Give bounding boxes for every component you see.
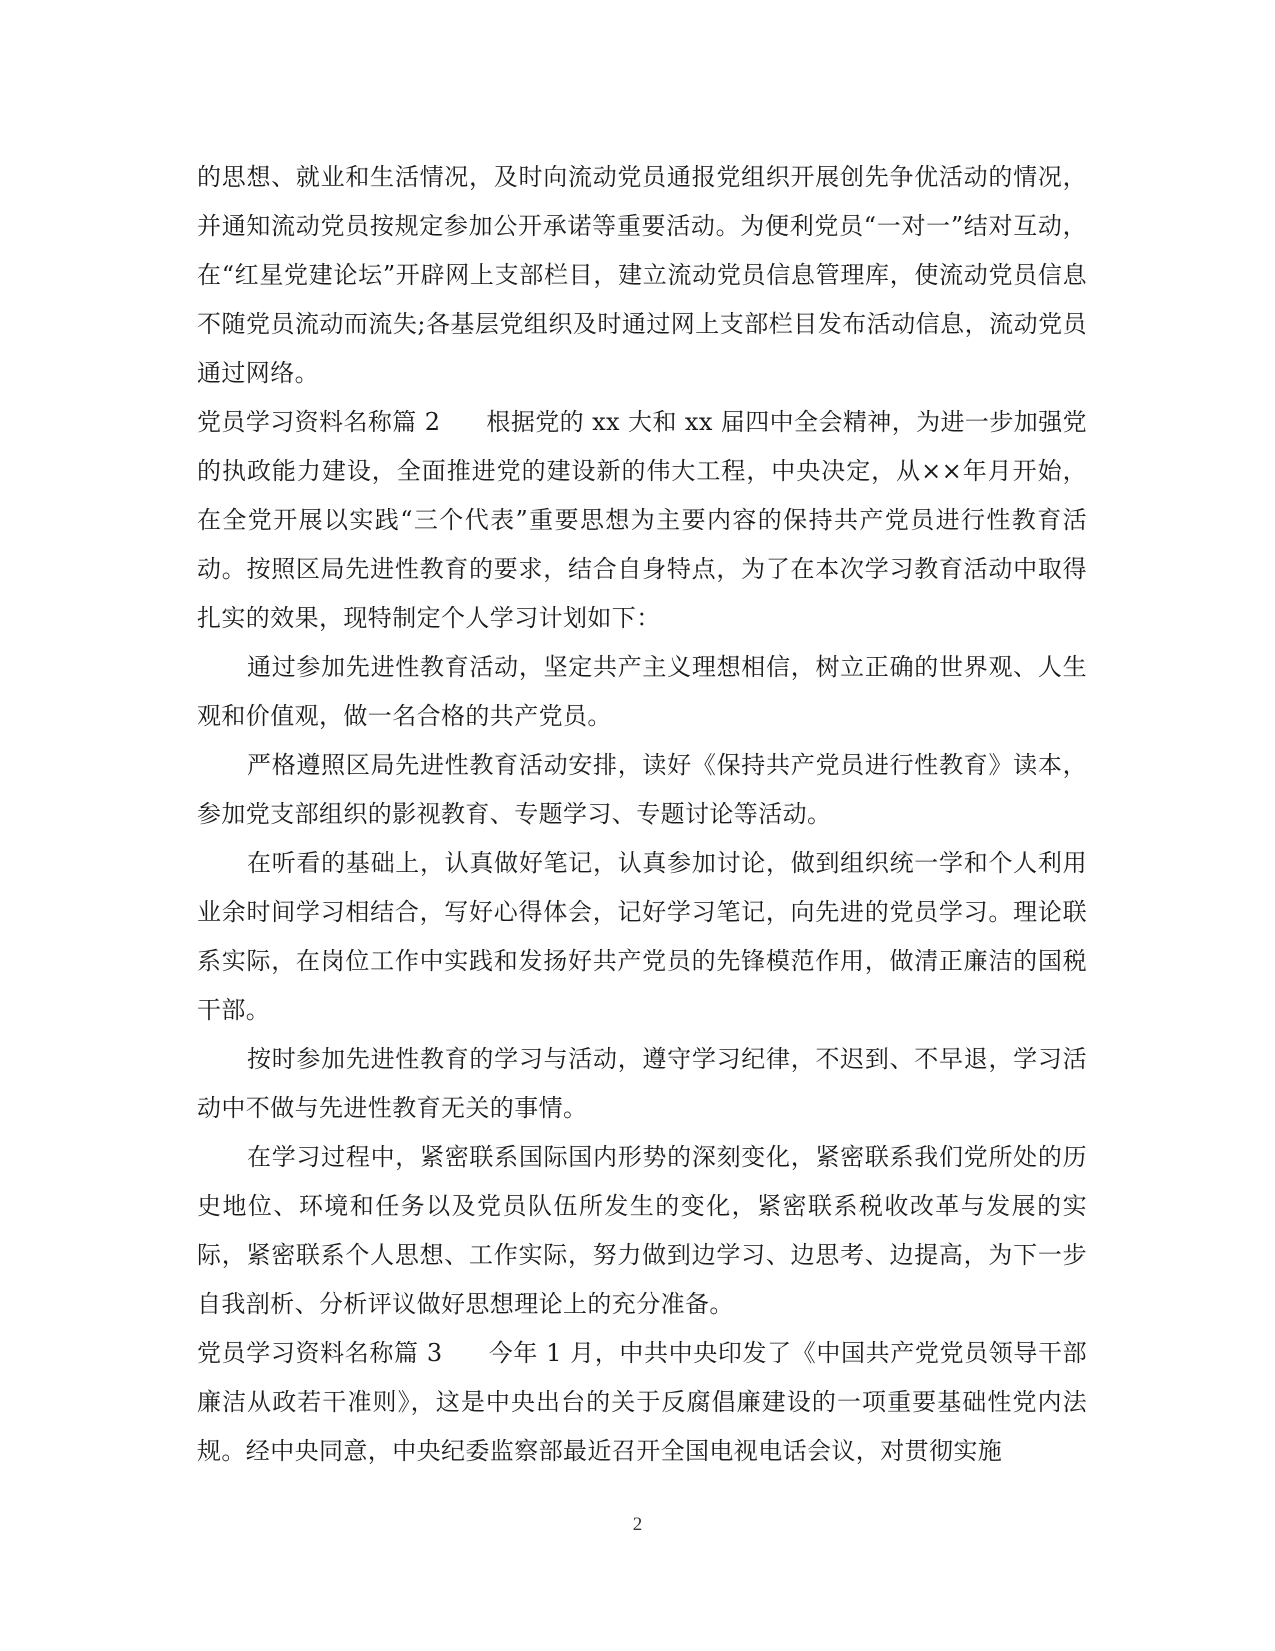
paragraph-8-text: 今年 1 月，中共中央印发了《中国共产党党员领导干部廉洁从政若干准则》，这是中央出台的关于反腐倡廉建设的一项重要基础性党内法规。经中央同意，中央纪委监察部最近召开全国电视电话会议，对贯彻实施 bbox=[197, 1339, 1087, 1465]
paragraph-5 bbox=[197, 839, 1087, 1035]
paragraph-6 bbox=[197, 1035, 1087, 1133]
paragraph-7 bbox=[197, 1133, 1087, 1329]
paragraph-5-text: 在听看的基础上，认真做好笔记，认真参加讨论，做到组织统一学和个人利用业余时间学习相结合，写好心得体会，记好学习笔记，向先进的党员学习。理论联系实际，在岗位工作中实践和发扬好共产党员的先锋模范作用，做清正廉洁的国税干部。 bbox=[197, 849, 1087, 1024]
paragraph-4 bbox=[197, 741, 1087, 839]
paragraph-2-text: 根据党的 xx 大和 xx 届四中全会精神，为进一步加强党的执政能力建设，全面推进党的建设新的伟大工程，中央决定，从××年月开始，在全党开展以实践“三个代表”重要思想为主要内容的保持共产党员进行性教育活动。按照区局先进性教育的要求，结合自身特点，为了在本次学习教育活动中取得扎实的效果，现特制定个人学习计划如下： bbox=[197, 408, 1087, 632]
paragraph-3-text: 通过参加先进性教育活动，坚定共产主义理想相信，树立正确的世界观、人生观和价值观，做一名合格的共产党员。 bbox=[197, 653, 1087, 730]
paragraph-7-text: 在学习过程中，紧密联系国际国内形势的深刻变化，紧密联系我们党所处的历史地位、环境和任务以及党员队伍所发生的变化，紧密联系税收改革与发展的实际，紧密联系个人思想、工作实际，努力做到边学习、边思考、边提高，为下一步自我剖析、分析评议做好思想理论上的充分准备。 bbox=[197, 1143, 1087, 1318]
paragraph-4-text: 严格遵照区局先进性教育活动安排，读好《保持共产党员进行性教育》读本，参加党支部组织的影视教育、专题学习、专题讨论等活动。 bbox=[197, 751, 1087, 828]
paragraph-8 bbox=[197, 1329, 1087, 1476]
page-number: 2 bbox=[632, 1514, 643, 1535]
paragraph-6-text: 按时参加先进性教育的学习与活动，遵守学习纪律，不迟到、不早退，学习活动中不做与先进性教育无关的事情。 bbox=[197, 1045, 1087, 1122]
section-heading-2: 党员学习资料名称篇 2 bbox=[197, 408, 441, 436]
paragraph-1 bbox=[197, 153, 1087, 398]
section-heading-3: 党员学习资料名称篇 3 bbox=[197, 1339, 443, 1367]
paragraph-2 bbox=[197, 398, 1087, 643]
document-body bbox=[197, 153, 1087, 1476]
paragraph-3 bbox=[197, 643, 1087, 741]
paragraph-1-text: 的思想、就业和生活情况，及时向流动党员通报党组织开展创先争优活动的情况，并通知流动党员按规定参加公开承诺等重要活动。为便利党员“一对一”结对互动，在“红星党建论坛”开辟网上支部栏目，建立流动党员信息管理库，使流动党员信息不随党员流动而流失;各基层党组织及时通过网上支部栏目发布活动信息，流动党员通过网络。 bbox=[197, 163, 1087, 387]
